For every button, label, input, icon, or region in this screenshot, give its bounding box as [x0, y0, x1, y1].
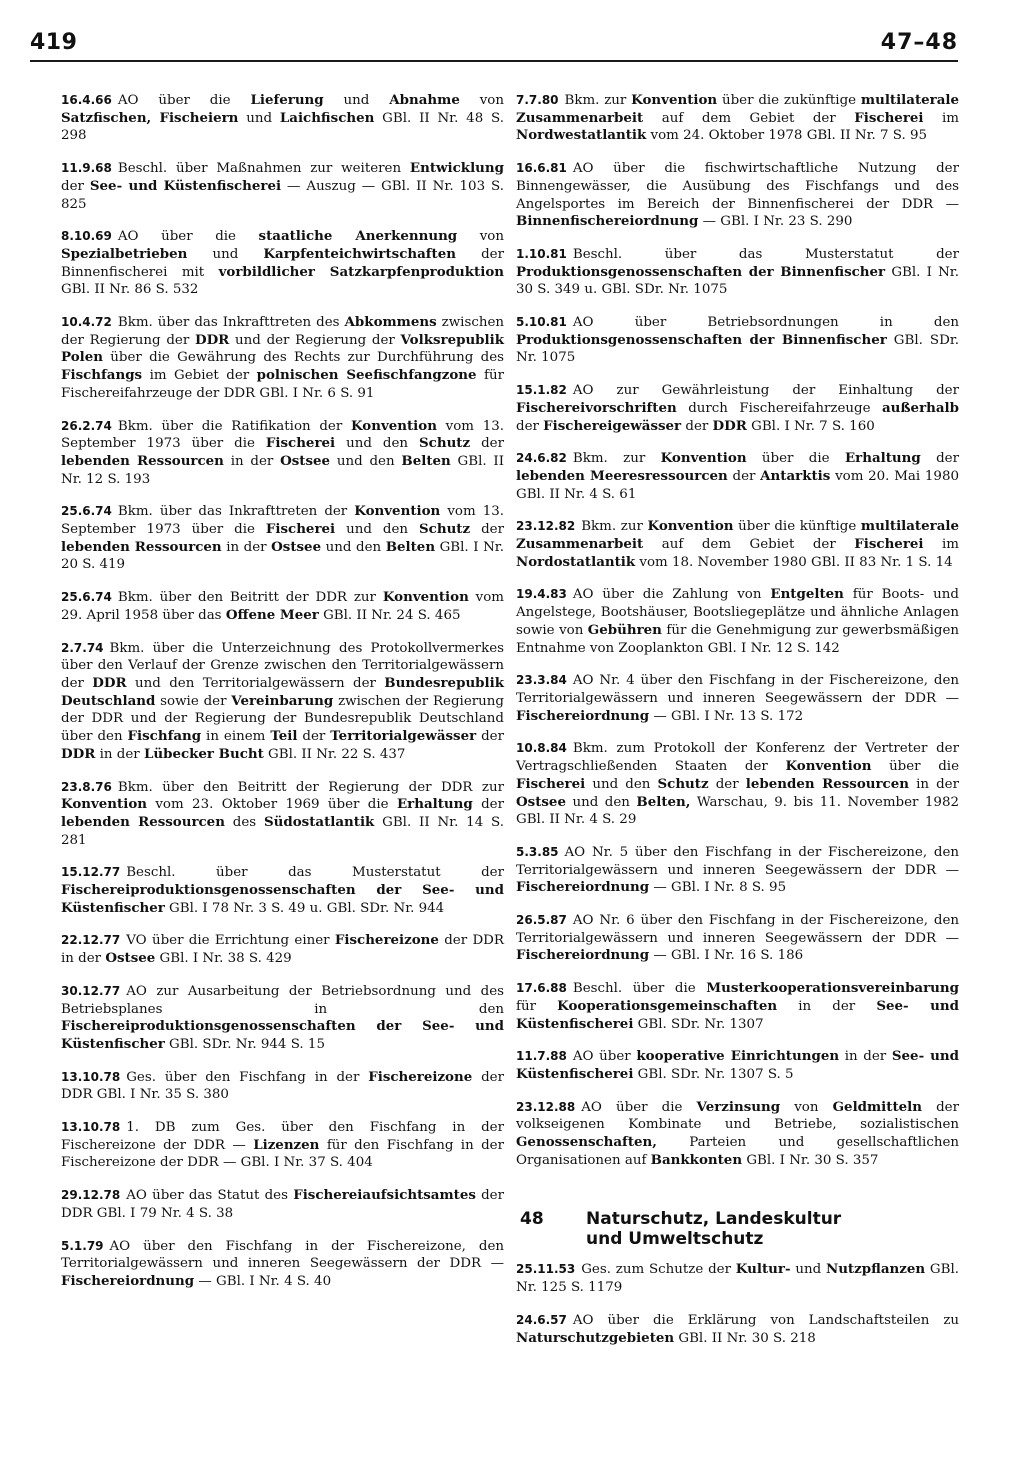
entry-keyword: Südostatlantik: [263, 813, 375, 830]
entry-text: und der Regierung der: [229, 332, 401, 348]
entry-date: 10.8.84: [516, 741, 567, 756]
entry-text: und den: [565, 794, 637, 810]
entry-text: — GBl. I Nr. 8 S. 95: [649, 880, 787, 896]
entry-text: AO über die Erklärung von Landschaftsteilen zu: [572, 1312, 959, 1328]
entry-keyword: Fischerei: [265, 435, 336, 452]
entry-text: der: [470, 436, 504, 452]
entry-text: AO Nr. 5 über den Fischfang in der Fischereizone, den Territorialgewässern und inneren Seegewässern der DDR —: [516, 844, 959, 878]
entry-date: 24.6.82: [516, 451, 567, 466]
entry-text: GBl. SDr. Nr. 1307 S. 5: [633, 1066, 794, 1082]
entry-date: 13.10.78: [61, 1069, 121, 1084]
entry-date: 5.3.85: [516, 844, 559, 859]
entry-text: in der: [221, 539, 272, 555]
entry-text: GBl. I 78 Nr. 3 S. 49 u. GBl. SDr. Nr. 944: [164, 900, 445, 916]
entry-text: AO zur Ausarbeitung der Betriebsordnung und des Betriebsplanes in den: [61, 983, 504, 1017]
entry-text: der: [920, 451, 959, 467]
index-entry: [516, 1312, 959, 1347]
entry-keyword: Ostsee: [280, 452, 331, 469]
entry-keyword: Konvention: [354, 503, 441, 520]
entry-keyword: Verzinsung: [696, 1098, 781, 1115]
entry-date: 5.1.79: [61, 1238, 104, 1253]
index-entry: [516, 450, 959, 503]
entry-text: der volkseigenen Kombinate und Betriebe, sozialistischen: [516, 1099, 960, 1133]
entry-keyword: Volksrepublik Polen: [61, 331, 504, 366]
entry-keyword: Belten: [401, 452, 451, 469]
entry-date: 23.3.84: [516, 673, 567, 688]
entry-text: Parteien und gesellschaftlichen Organisationen auf: [516, 1135, 959, 1168]
index-entry: [61, 314, 504, 403]
header-rule: [30, 60, 958, 62]
entry-keyword: Fischfangs: [61, 367, 143, 384]
entry-date: 13.10.78: [61, 1120, 121, 1135]
index-entry: [516, 518, 959, 571]
entry-text: GBl. Nr. 125 S. 1179: [516, 1262, 959, 1296]
entry-date: 22.12.77: [61, 933, 121, 948]
entry-keyword: Konvention: [350, 417, 437, 434]
entry-text: GBl. II Nr. 48 S. 298: [61, 110, 504, 144]
entry-keyword: Fischereizone: [368, 1068, 473, 1085]
entry-keyword: Bundesrepublik Deutschland: [61, 674, 504, 709]
entry-text: der: [727, 468, 761, 484]
left-column: [61, 92, 504, 1306]
entry-keyword: Erhaltung: [844, 450, 921, 467]
index-entry: [61, 160, 504, 213]
entry-text: GBl. SDr. Nr. 944 S. 15: [164, 1036, 325, 1052]
entry-text: GBl. II Nr. 86 S. 532: [61, 282, 199, 298]
entry-keyword: Konvention: [631, 92, 718, 108]
entry-keyword: Entgelten: [770, 586, 844, 603]
entry-keyword: See- und Küstenfischerei: [516, 1048, 960, 1082]
entry-keyword: Fischerei: [854, 536, 924, 553]
entry-date: 19.4.83: [516, 587, 567, 602]
entry-text: für Fischereifahrzeuge der DDR GBl. I Nr. 6 S. 91: [61, 368, 505, 401]
entry-text: GBl. I Nr. 7 S. 160: [746, 418, 875, 434]
entry-keyword: Antarktis: [760, 467, 831, 484]
entry-text: und den: [330, 453, 402, 469]
entry-text: GBl. SDr. Nr. 1075: [516, 332, 960, 366]
entry-text: im Gebiet der: [142, 368, 257, 384]
entry-text: — GBl. I Nr. 4 S. 40: [194, 1273, 332, 1289]
entry-keyword: Ostsee: [105, 950, 156, 967]
entry-date: 7.7.80: [516, 93, 559, 107]
entry-text: der: [470, 522, 504, 538]
entry-text: AO über die fischwirtschaftliche Nutzung der Binnengewässer, die Ausübung des Fischfangs und des Angelsportes im Bereich der Binnenfischerei der DDR —: [516, 161, 959, 212]
entry-keyword: Produktionsgenossenschaften der Binnenfischer: [516, 331, 887, 348]
entry-text: AO über die: [581, 1099, 697, 1115]
entry-keyword: Musterkooperationsvereinbarung: [706, 980, 959, 997]
index-entry: [516, 382, 959, 435]
entry-keyword: Binnenfischereiordnung: [516, 213, 699, 230]
entry-keyword: lebenden Ressourcen: [61, 538, 222, 555]
entry-text: Bkm. zur: [572, 451, 661, 467]
entry-text: für den Fischfang in der Fischereizone der DDR — GBl. I Nr. 37 S. 404: [61, 1137, 504, 1171]
entry-text: GBl. II Nr. 30 S. 218: [674, 1330, 816, 1346]
index-entry: [516, 980, 959, 1033]
index-entry: [61, 932, 504, 967]
entry-keyword: staatliche Anerkennung: [258, 228, 458, 245]
entry-keyword: Fischereiaufsichtsamtes: [293, 1187, 476, 1204]
page-number: 419: [30, 30, 78, 55]
entry-keyword: lebenden Ressourcen: [61, 452, 224, 469]
entry-keyword: vorbildlicher Satzkarpfenproduktion: [218, 263, 504, 280]
entry-text: Bkm. über die Unterzeichnung des Protokollvermerkes über den Verlauf der Grenze zwischen den Territorialgewässern der: [61, 640, 504, 691]
entry-keyword: DDR: [61, 745, 96, 762]
entry-text: von: [459, 93, 504, 108]
entry-date: 10.4.72: [61, 315, 112, 330]
index-entry: [516, 246, 959, 299]
entry-text: auf dem Gebiet der: [643, 110, 855, 126]
entry-keyword: Kooperationsgemeinschaften: [557, 997, 778, 1014]
index-entry: [516, 314, 959, 367]
index-entry: [61, 640, 504, 764]
entry-keyword: Konvention: [382, 589, 469, 606]
entry-keyword: Offene Meer: [225, 606, 319, 623]
entry-keyword: außerhalb: [881, 399, 959, 416]
entry-text: im: [923, 110, 959, 126]
entry-date: 25.6.74: [61, 504, 112, 519]
entry-keyword: lebenden Ressourcen: [745, 775, 909, 792]
entry-text: AO über den Fischfang in der Fischereizone, den Territorialgewässern und inneren Seegewässern der DDR —: [61, 1238, 504, 1272]
entry-text: in der: [95, 746, 144, 762]
entry-text: vom 13. September 1973 über die: [61, 418, 504, 452]
entry-text: vom 20. Mai 1980 GBl. II Nr. 4 S. 61: [516, 468, 959, 502]
entry-text: sowie der: [155, 693, 232, 709]
entry-text: der: [708, 776, 746, 792]
entry-text: der Binnenfischerei mit: [61, 246, 504, 280]
entry-text: und: [323, 93, 390, 108]
entry-keyword: See- und Küstenfischerei: [89, 177, 282, 194]
index-entry: [516, 740, 959, 829]
entry-keyword: Nutzpflanzen: [825, 1261, 926, 1278]
entry-text: und: [790, 1262, 826, 1278]
entry-keyword: Entwicklung: [409, 160, 504, 177]
entry-text: im: [923, 537, 959, 553]
entry-keyword: Territorialgewässer: [330, 728, 477, 745]
entry-keyword: polnischen Seefischfangzone: [256, 367, 477, 384]
entry-text: über die künftige: [733, 519, 861, 535]
entry-text: von: [457, 229, 504, 245]
entry-keyword: Schutz: [419, 521, 471, 538]
entry-text: AO Nr. 6 über den Fischfang in der Fischereizone, den Territorialgewässern und inneren Seegewässern der DDR —: [516, 913, 959, 946]
entry-text: der: [681, 418, 713, 434]
section-heading: [516, 1209, 959, 1249]
entry-keyword: Teil: [270, 728, 298, 745]
entry-text: über die zukünftige: [717, 93, 861, 108]
entry-date: 15.12.77: [61, 865, 121, 880]
entry-keyword: Fischereiordnung: [516, 879, 650, 896]
entry-text: GBl. I Nr. 38 S. 429: [155, 951, 292, 967]
entry-keyword: Geldmitteln: [832, 1098, 922, 1115]
section-entries: [516, 1261, 959, 1347]
entry-text: Bkm. über die Ratifikation der: [117, 418, 351, 434]
entry-keyword: Fischerei: [265, 521, 336, 538]
entry-text: vom 29. April 1958 über das: [61, 590, 504, 623]
entry-date: 23.12.82: [516, 519, 576, 534]
entry-keyword: Lieferung: [250, 92, 324, 108]
entry-text: GBl. II Nr. 24 S. 465: [318, 607, 461, 623]
entry-date: 29.12.78: [61, 1188, 121, 1203]
entry-text: AO über die: [117, 93, 251, 108]
entry-text: und: [187, 246, 264, 262]
entry-text: Bkm. zur: [564, 93, 632, 108]
entry-keyword: Nordostatlantik: [516, 553, 636, 570]
entry-keyword: Konvention: [660, 450, 747, 467]
entry-keyword: Bankkonten: [650, 1151, 743, 1168]
page-header: [30, 30, 958, 60]
entry-text: GBl. I Nr. 20 S. 419: [61, 539, 504, 573]
entry-date: 8.10.69: [61, 229, 112, 244]
entry-keyword: Schutz: [419, 435, 471, 452]
entry-text: der: [516, 418, 544, 434]
entry-text: für: [516, 998, 558, 1014]
right-column-entries: [516, 92, 959, 1169]
entry-text: AO Nr. 4 über den Fischfang in der Fischereizone, den Territorialgewässern und inneren Seegewässern der DDR —: [516, 673, 959, 706]
entry-text: GBl. I Nr. 30 S. 349 u. GBl. SDr. Nr. 1075: [516, 264, 959, 298]
entry-keyword: Fischerei: [516, 775, 586, 792]
entry-keyword: DDR: [712, 417, 747, 434]
entry-text: der: [61, 178, 90, 194]
entry-keyword: Ostsee: [516, 793, 566, 810]
index-entry: [61, 418, 504, 489]
entry-keyword: Satzfischen, Fischeiern: [61, 109, 239, 126]
entry-date: 5.10.81: [516, 315, 567, 330]
entry-text: — GBl. I Nr. 13 S. 172: [649, 708, 804, 724]
entry-keyword: Produktionsgenossenschaften der Binnenfischer: [516, 263, 886, 280]
entry-text: GBl. II Nr. 14 S. 281: [61, 814, 504, 848]
entry-date: 17.6.88: [516, 981, 567, 996]
entry-text: der DDR GBl. I Nr. 35 S. 380: [61, 1069, 504, 1103]
entry-text: AO über die Zahlung von: [572, 587, 771, 603]
entry-keyword: Naturschutzgebieten: [516, 1329, 675, 1346]
index-entry: [61, 92, 504, 145]
index-entry: [516, 586, 959, 657]
entry-text: zwischen der Regierung der DDR und der Regierung der Bundesrepublik Deutschland über den: [61, 693, 504, 745]
entry-keyword: Fischereiproduktionsgenossenschaften der See- und Küstenfischer: [61, 882, 504, 916]
index-entry: [61, 779, 504, 850]
index-entry: [61, 228, 504, 299]
entry-keyword: Spezialbetrieben: [61, 245, 188, 262]
entry-keyword: Konvention: [785, 758, 872, 775]
entry-keyword: lebenden Meeresressourcen: [516, 467, 728, 484]
entry-text: vom 13. September 1973 über die: [61, 504, 504, 538]
entry-text: — GBl. I Nr. 23 S. 290: [698, 214, 853, 230]
right-column: [516, 92, 959, 1362]
index-entry: [61, 1119, 504, 1172]
entry-text: GBl. SDr. Nr. 1307: [633, 1016, 764, 1032]
entry-text: der DDR in der: [61, 933, 505, 967]
section-number: 48: [520, 1209, 544, 1230]
entry-text: Bkm. über das Inkrafttreten der: [117, 504, 355, 520]
entry-text: und den: [335, 522, 420, 538]
entry-text: und den: [321, 539, 386, 555]
entry-text: der: [297, 729, 331, 745]
entry-text: in der: [908, 776, 959, 792]
entry-keyword: Fischereivorschriften: [516, 399, 677, 416]
entry-date: 26.2.74: [61, 418, 112, 433]
entry-keyword: multilaterale Zusammenarbeit: [516, 92, 959, 126]
entry-text: GBl. II Nr. 22 S. 437: [263, 746, 406, 762]
index-entry: [516, 844, 959, 897]
entry-text: Bkm. über den Beitritt der DDR zur: [117, 590, 383, 606]
index-entry: [61, 983, 504, 1054]
index-entry: [61, 589, 504, 624]
entry-text: und den: [585, 776, 658, 792]
entry-text: GBl. I Nr. 30 S. 357: [742, 1152, 879, 1168]
entry-text: zwischen der Regierung der: [61, 315, 504, 348]
entry-keyword: Belten,: [636, 793, 691, 810]
entry-text: AO über die: [117, 229, 259, 245]
entry-keyword: Belten: [385, 538, 436, 555]
entry-date: 16.6.81: [516, 161, 567, 176]
entry-text: der DDR GBl. I 79 Nr. 4 S. 38: [61, 1188, 505, 1221]
entry-keyword: Erhaltung: [396, 796, 473, 813]
entry-keyword: Fischereiordnung: [516, 947, 650, 964]
entry-text: vom 18. November 1980 GBl. II 83 Nr. 1 S. 14: [635, 554, 953, 570]
entry-keyword: Lizenzen: [253, 1136, 320, 1153]
index-entry: [516, 92, 959, 145]
entry-keyword: Konvention: [61, 796, 147, 813]
entry-date: 23.8.76: [61, 779, 112, 794]
index-entry: [61, 1069, 504, 1104]
entry-text: und den: [335, 436, 420, 452]
entry-text: durch Fischereifahrzeuge: [676, 400, 882, 416]
entry-date: 11.7.88: [516, 1049, 567, 1064]
index-entry: [516, 160, 959, 231]
entry-text: vom 23. Oktober 1969 über die: [147, 797, 397, 813]
index-entry: [516, 1261, 959, 1296]
entry-text: in der: [839, 1049, 892, 1065]
entry-keyword: Fischereiordnung: [61, 1272, 195, 1289]
entry-text: Bkm. zur: [581, 519, 648, 535]
entry-keyword: See- und Küstenfischerei: [516, 997, 959, 1032]
entry-keyword: Fischereigewässer: [543, 417, 682, 434]
entry-text: AO über das Statut des: [126, 1188, 294, 1204]
entry-text: in der: [223, 453, 281, 469]
entry-date: 2.7.74: [61, 640, 104, 655]
entry-date: 23.12.88: [516, 1099, 576, 1114]
entry-keyword: Fischereiordnung: [516, 707, 650, 724]
entry-text: Beschl. über das Musterstatut der: [126, 865, 504, 881]
entry-keyword: multilaterale Zusammenarbeit: [516, 518, 959, 553]
entry-date: 11.9.68: [61, 161, 112, 176]
index-entry: [516, 1099, 959, 1170]
entry-text: — GBl. I Nr. 16 S. 186: [649, 948, 804, 964]
index-entry: [61, 1187, 504, 1222]
entry-text: AO über: [572, 1049, 637, 1065]
entry-text: in der: [777, 998, 877, 1014]
entry-text: Bkm. zum Protokoll der Konferenz der Vertreter der Vertragschließenden Staaten der: [516, 741, 959, 775]
entry-date: 15.1.82: [516, 383, 567, 398]
entry-text: Beschl. über das Musterstatut der: [572, 246, 959, 262]
entry-text: für Boots- und Angelstege, Bootshäuser, Bootsliegeplätze und ähnliche Anlagen sowie von: [516, 587, 960, 638]
entry-text: über die Gewährung des Rechts zur Durchführung des: [102, 350, 504, 366]
entry-text: in einem: [201, 729, 271, 745]
entry-keyword: Genossenschaften,: [516, 1134, 657, 1151]
entry-keyword: Fischereizone: [334, 932, 439, 949]
entry-text: für die Genehmigung zur gewerbsmäßigen Entnahme von Zooplankton GBl. I Nr. 12 S. 142: [516, 622, 960, 656]
entry-keyword: Ostsee: [271, 538, 322, 555]
entry-keyword: lebenden Ressourcen: [61, 813, 225, 830]
entry-keyword: Abkommens: [344, 314, 437, 331]
entry-keyword: Laichfischen: [279, 109, 375, 126]
entry-text: Warschau, 9. bis 11. November 1982 GBl. II Nr. 4 S. 29: [516, 794, 959, 828]
entry-text: Bkm. über den Beitritt der Regierung der DDR zur: [117, 779, 504, 795]
entry-text: AO über Betriebsordnungen in den: [572, 315, 959, 331]
entry-keyword: kooperative Einrichtungen: [636, 1048, 840, 1065]
index-entry: [61, 1238, 504, 1291]
entry-text: über die: [871, 759, 959, 775]
entry-keyword: Kultur-: [735, 1261, 791, 1278]
entry-text: GBl. II Nr. 12 S. 193: [61, 453, 505, 487]
index-entry: [516, 672, 959, 725]
entry-text: über die: [746, 451, 845, 467]
entry-text: der: [472, 797, 504, 813]
entry-keyword: Gebühren: [587, 621, 662, 638]
entry-keyword: Vereinbarung: [231, 692, 334, 709]
entry-text: und den Territorialgewässern der: [126, 675, 385, 691]
entry-text: und: [238, 110, 280, 126]
entry-keyword: DDR: [92, 674, 127, 691]
entry-date: 24.6.57: [516, 1312, 567, 1327]
entry-text: Ges. zum Schutze der: [581, 1262, 736, 1278]
entry-date: 1.10.81: [516, 246, 567, 261]
entry-keyword: Konvention: [647, 518, 734, 535]
index-entry: [516, 1048, 959, 1083]
entry-text: AO zur Gewährleistung der Einhaltung der: [572, 383, 959, 399]
entry-keyword: Lübecker Bucht: [143, 745, 264, 762]
entry-text: Ges. über den Fischfang in der: [126, 1069, 369, 1085]
entry-date: 30.12.77: [61, 983, 121, 998]
entry-keyword: Karpfenteichwirtschaften: [263, 245, 456, 262]
entry-text: 1. DB zum Ges. über den Fischfang in der Fischereizone der DDR —: [61, 1120, 504, 1153]
section-title: Naturschutz, Landeskultur und Umweltschutz: [586, 1209, 842, 1250]
index-entry: [61, 864, 504, 917]
entry-text: Beschl. über Maßnahmen zur weiteren: [117, 161, 410, 177]
entry-keyword: Fischereiproduktionsgenossenschaften der See- und Küstenfischer: [61, 1018, 504, 1052]
index-entry: [516, 912, 959, 965]
entry-text: von: [780, 1099, 833, 1115]
entry-text: der: [476, 729, 505, 745]
entry-date: 25.11.53: [516, 1262, 576, 1277]
entry-keyword: Nordwestatlantik: [516, 127, 647, 144]
entry-text: Bkm. über das Inkrafttreten des: [117, 315, 345, 331]
entry-text: — Auszug — GBl. II Nr. 103 S. 825: [61, 178, 504, 212]
entry-date: 16.4.66: [61, 93, 112, 107]
entry-text: Beschl. über die: [572, 981, 707, 997]
entry-keyword: DDR: [194, 331, 230, 348]
entry-text: vom 24. Oktober 1978 GBl. II Nr. 7 S. 95: [646, 128, 928, 144]
entry-text: des: [224, 814, 264, 830]
index-entry: [61, 503, 504, 574]
entry-date: 25.6.74: [61, 590, 112, 605]
entry-text: VO über die Errichtung einer: [126, 933, 335, 949]
entry-keyword: Abnahme: [389, 92, 460, 108]
entry-keyword: Schutz: [657, 775, 709, 792]
entry-date: 26.5.87: [516, 913, 567, 928]
entry-text: auf dem Gebiet der: [643, 537, 855, 553]
section-range: 47–48: [880, 30, 958, 55]
entry-keyword: Fischfang: [127, 728, 202, 745]
entry-keyword: Fischerei: [854, 109, 924, 126]
